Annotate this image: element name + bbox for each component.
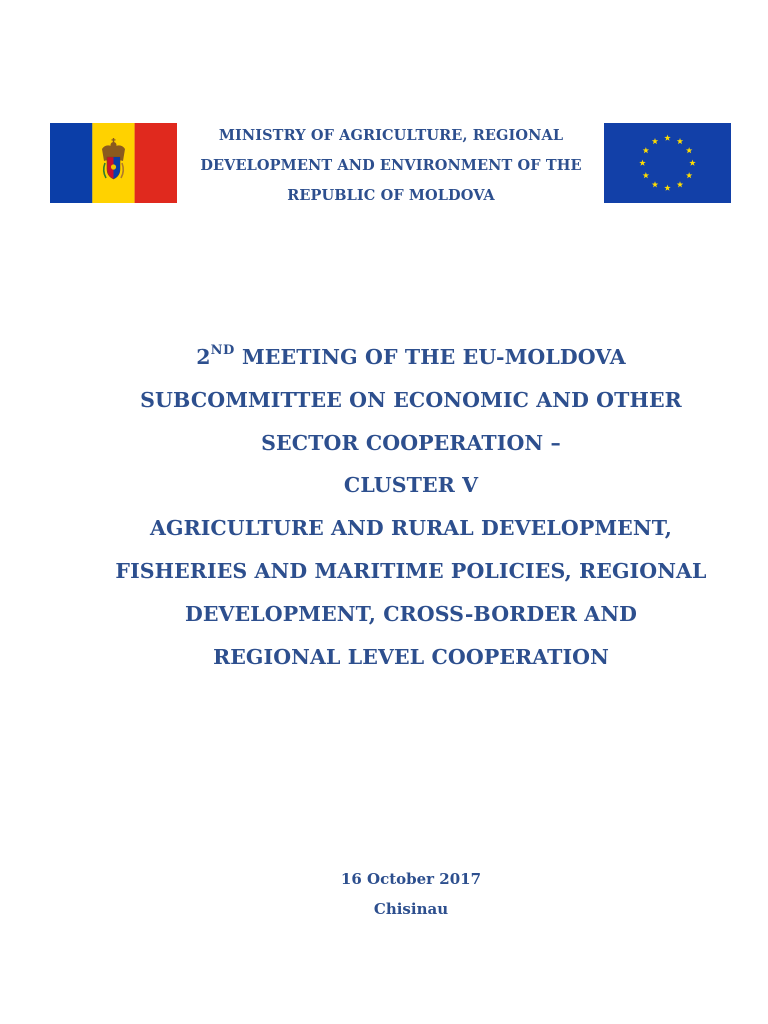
title-line-8: REGIONAL LEVEL COOPERATION — [213, 644, 609, 669]
meeting-date: 16 October 2017 — [340, 870, 482, 888]
title-ordinal-number: 2 — [196, 345, 211, 369]
title-line-5: AGRICULTURE AND RURAL DEVELOPMENT, — [149, 516, 673, 541]
title-line-6: FISHERIES AND MARITIME POLICIES, REGIONAL — [115, 558, 707, 583]
title-line-2: SUBCOMMITTEE ON ECONOMIC AND OTHER — [140, 387, 682, 412]
title-line-7: DEVELOPMENT, CROSS-BORDER AND — [184, 601, 638, 626]
moldova-flag-graphic — [50, 123, 177, 203]
title-line-3: SECTOR COOPERATION – — [261, 430, 561, 455]
document-title — [70, 336, 752, 678]
eu-flag — [604, 123, 731, 203]
moldova-flag-red-stripe — [135, 123, 177, 203]
moldova-flag — [50, 123, 177, 203]
ministry-line-3: REPUBLIC OF MOLDOVA — [287, 187, 495, 204]
document-footer — [211, 864, 611, 924]
ministry-line-1: MINISTRY OF AGRICULTURE, REGIONAL — [218, 127, 564, 144]
title-line-4: CLUSTER V — [343, 473, 479, 498]
title-line-1 — [70, 336, 752, 379]
ministry-line-2: DEVELOPMENT AND ENVIRONMENT OF THE — [200, 157, 582, 174]
moldova-flag-blue-stripe — [50, 123, 92, 203]
eu-flag-graphic — [604, 123, 731, 203]
title-line-1-rest: MEETING OF THE EU-MOLDOVA — [234, 345, 626, 369]
meeting-place: Chisinau — [373, 900, 449, 918]
ministry-header — [196, 121, 586, 211]
title-ordinal-suffix: ND — [210, 343, 235, 359]
